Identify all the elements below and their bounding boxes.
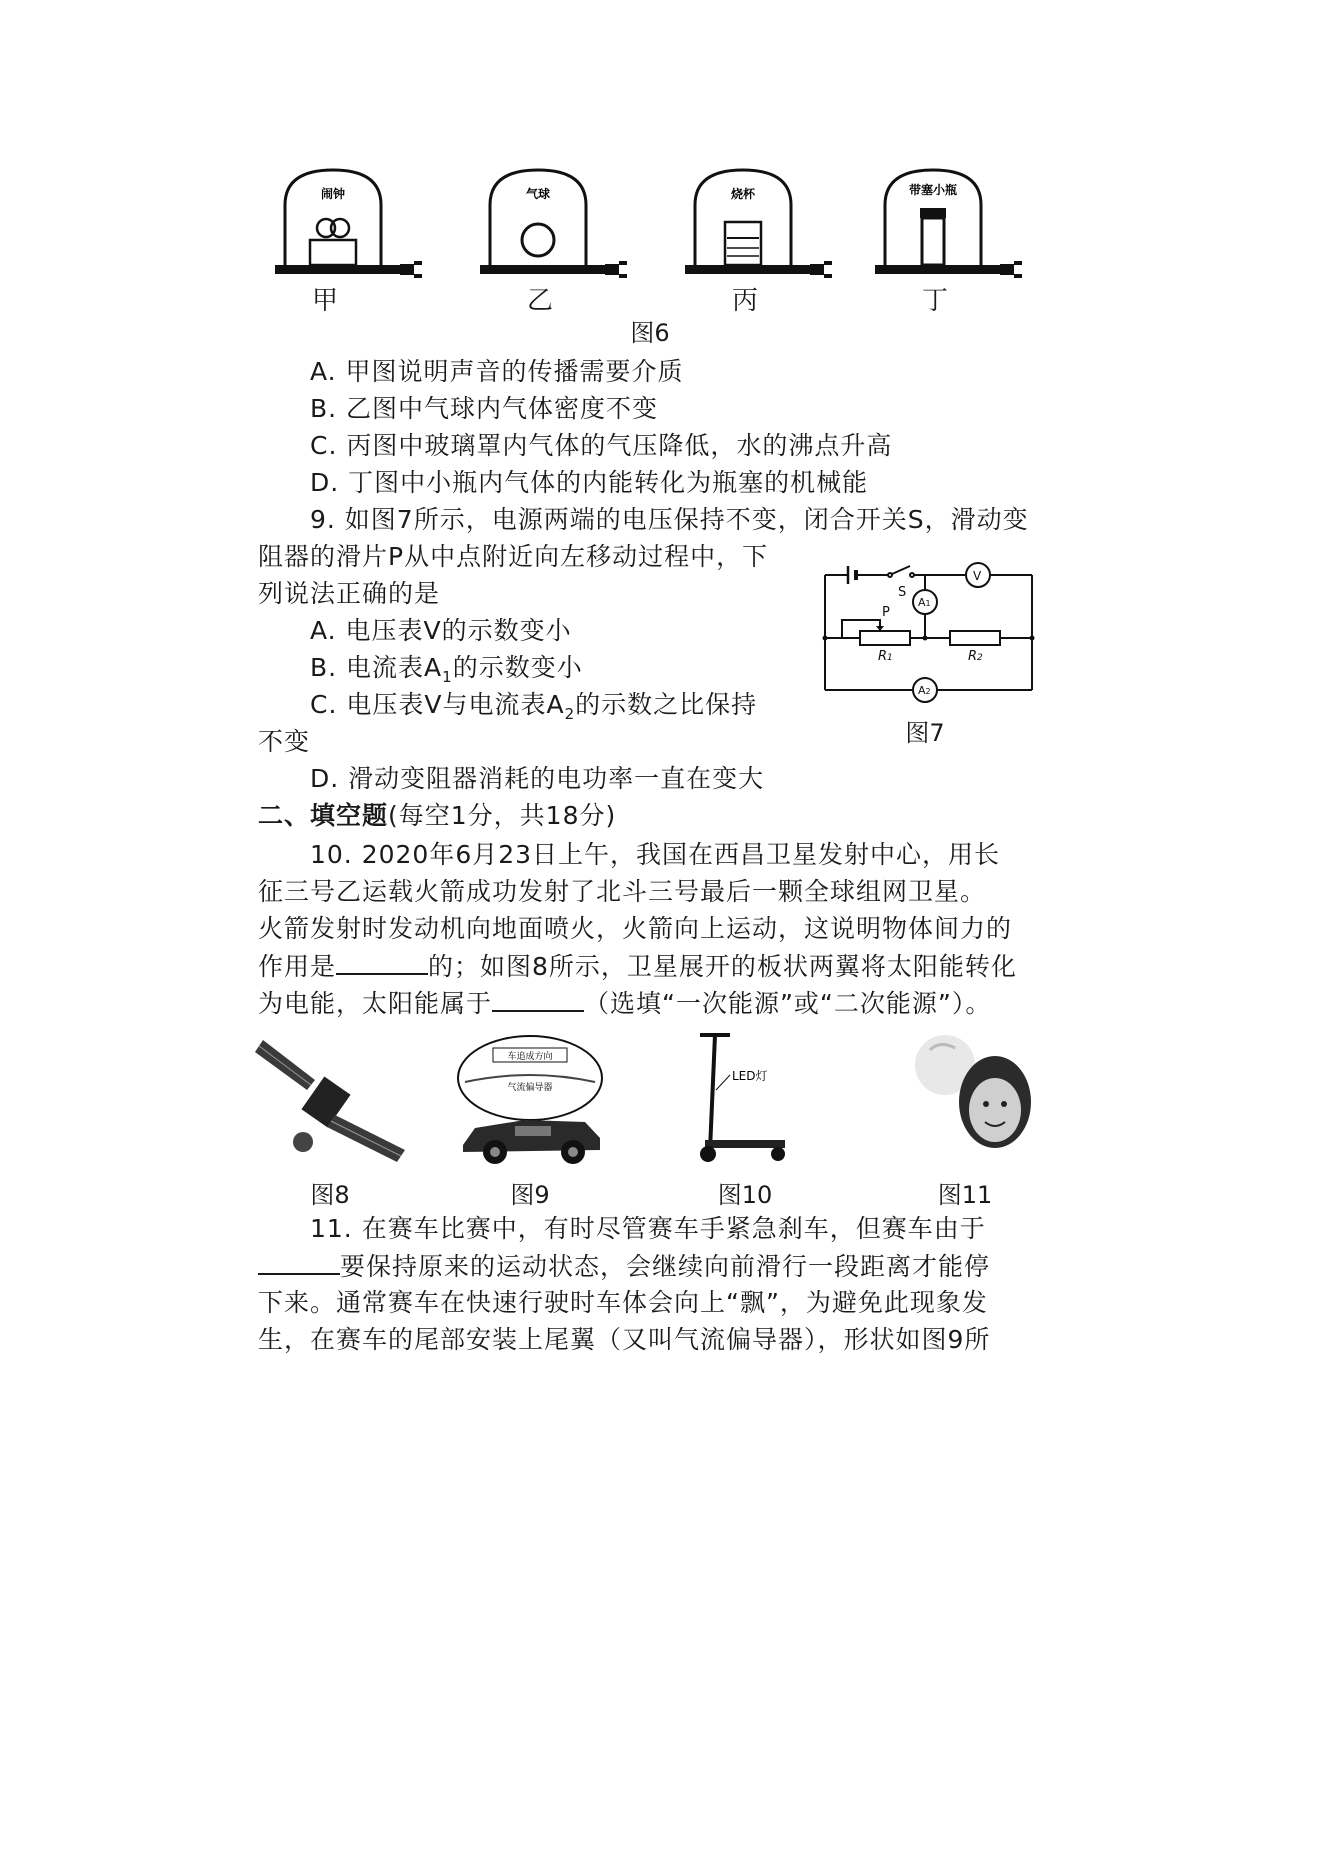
resistor-1-label: R1	[878, 649, 893, 664]
q8-option-a: A. 甲图说明声音的传播需要介质	[310, 357, 684, 386]
q8-option-b: B. 乙图中气球内气体密度不变	[310, 394, 659, 423]
answer-blank-3[interactable]	[258, 1249, 340, 1275]
slider-label: P	[882, 605, 890, 620]
q9-option-c-text: C. 电压表V与电流表A	[310, 690, 565, 719]
circuit-diagram	[820, 560, 1040, 710]
q10-line-5	[258, 986, 991, 1021]
q9-option-c	[310, 688, 757, 731]
answer-blank-1[interactable]	[336, 949, 428, 975]
child-balloon-image	[915, 1035, 1031, 1148]
q11-line-4: 生，在赛车的尾部安装上尾翼（又叫气流偏导器），形状如图9所	[258, 1325, 991, 1354]
q11-line-3: 下来。通常赛车在快速行驶时车体会向上“飘”，为避免此现象发	[258, 1288, 988, 1317]
fig6-caption: 图6	[630, 319, 670, 347]
fig6-label-yi: 乙	[526, 286, 553, 316]
q9-option-b-text-end: 的示数变小	[452, 653, 583, 682]
switch-label: S	[898, 585, 907, 600]
q9-line-2: 阻器的滑片P从中点附近向左移动过程中，下	[258, 542, 769, 571]
q9-line-3: 列说法正确的是	[258, 579, 441, 608]
q10-line-4	[258, 949, 1017, 984]
q10-line-4-text-end: 的；如图8所示，卫星展开的板状两翼将太阳能转化	[428, 952, 1017, 981]
bell-jar-beaker	[685, 170, 832, 278]
figures-8-11	[255, 1030, 1055, 1180]
fig6-label-jia: 甲	[311, 286, 338, 316]
fig6-label-ding: 丁	[921, 286, 948, 316]
q11-line-1: 11. 在赛车比赛中，有时尽管赛车手紧急刹车，但赛车由于	[310, 1214, 986, 1243]
answer-blank-2[interactable]	[492, 986, 584, 1012]
bell-jar-balloon	[480, 170, 627, 278]
bell-jar-stoppered-bottle	[875, 170, 1022, 278]
ammeter-1-label: A1	[918, 596, 931, 609]
q8-option-d: D. 丁图中小瓶内气体的内能转化为瓶塞的机械能	[310, 468, 869, 497]
section-2-heading	[258, 799, 616, 833]
q10-line-4-text: 作用是	[258, 952, 337, 981]
q10-line-3: 火箭发射时发动机向地面喷火，火箭向上运动，这说明物体间力的	[258, 914, 1013, 943]
race-car-image	[458, 1036, 602, 1164]
scooter-image	[700, 1035, 785, 1162]
fig11-caption: 图11	[937, 1181, 993, 1209]
q9-option-c-text-end: 的示数之比保持	[575, 690, 758, 719]
q9-option-c-continued: 不变	[258, 727, 311, 756]
section-2-note: (每空1分，共18分)	[388, 801, 617, 830]
q9-line-1: 9. 如图7所示，电源两端的电压保持不变，闭合开关S，滑动变	[310, 505, 1029, 534]
q8-option-c: C. 丙图中玻璃罩内气体的气压降低，水的沸点升高	[310, 431, 893, 460]
figure-7-circuit	[820, 560, 1040, 710]
figures-row-illustrations	[255, 1030, 1055, 1180]
q9-option-b-text: B. 电流表A	[310, 653, 443, 682]
bell-jar-alarm-clock	[275, 170, 422, 278]
fig10-tag-led: LED灯	[732, 1069, 768, 1083]
q10-line-5-text-end: （选填“一次能源”或“二次能源”）。	[584, 989, 992, 1018]
fig9-tag-direction: 车追成方向	[507, 1052, 553, 1062]
q9-option-c-subscript: 2	[564, 705, 576, 723]
q9-option-b-subscript: 1	[442, 668, 453, 686]
fig7-caption: 图7	[905, 719, 945, 747]
fig9-caption: 图9	[510, 1181, 550, 1209]
fig9-tag-deflector: 气流偏导器	[507, 1083, 553, 1093]
q9-option-d: D. 滑动变阻器消耗的电功率一直在变大	[310, 764, 765, 793]
svg-text:闹钟: 闹钟	[320, 187, 346, 201]
fig8-caption: 图8	[310, 1181, 350, 1209]
q10-line-1: 10. 2020年6月23日上午，我国在西昌卫星发射中心，用长	[310, 840, 1001, 869]
fig6-label-bing: 丙	[731, 286, 758, 316]
section-2-title: 二、填空题	[258, 801, 389, 830]
fig10-caption: 图10	[717, 1181, 773, 1209]
svg-text:烧杯: 烧杯	[730, 187, 756, 201]
q11-line-2-text: 要保持原来的运动状态，会继续向前滑行一段距离才能停	[340, 1252, 991, 1281]
satellite-image	[255, 1040, 405, 1162]
svg-text:气球: 气球	[525, 187, 551, 201]
ammeter-2-label: A2	[918, 684, 931, 697]
resistor-2-label: R2	[968, 649, 983, 664]
q9-option-a: A. 电压表V的示数变小	[310, 616, 572, 645]
q11-line-2	[258, 1249, 990, 1284]
svg-text:带塞小瓶: 带塞小瓶	[908, 183, 958, 197]
q10-line-5-text: 为电能，太阳能属于	[258, 989, 493, 1018]
voltmeter-label: V	[973, 569, 982, 583]
q10-line-2: 征三号乙运载火箭成功发射了北斗三号最后一颗全球组网卫星。	[258, 877, 987, 906]
